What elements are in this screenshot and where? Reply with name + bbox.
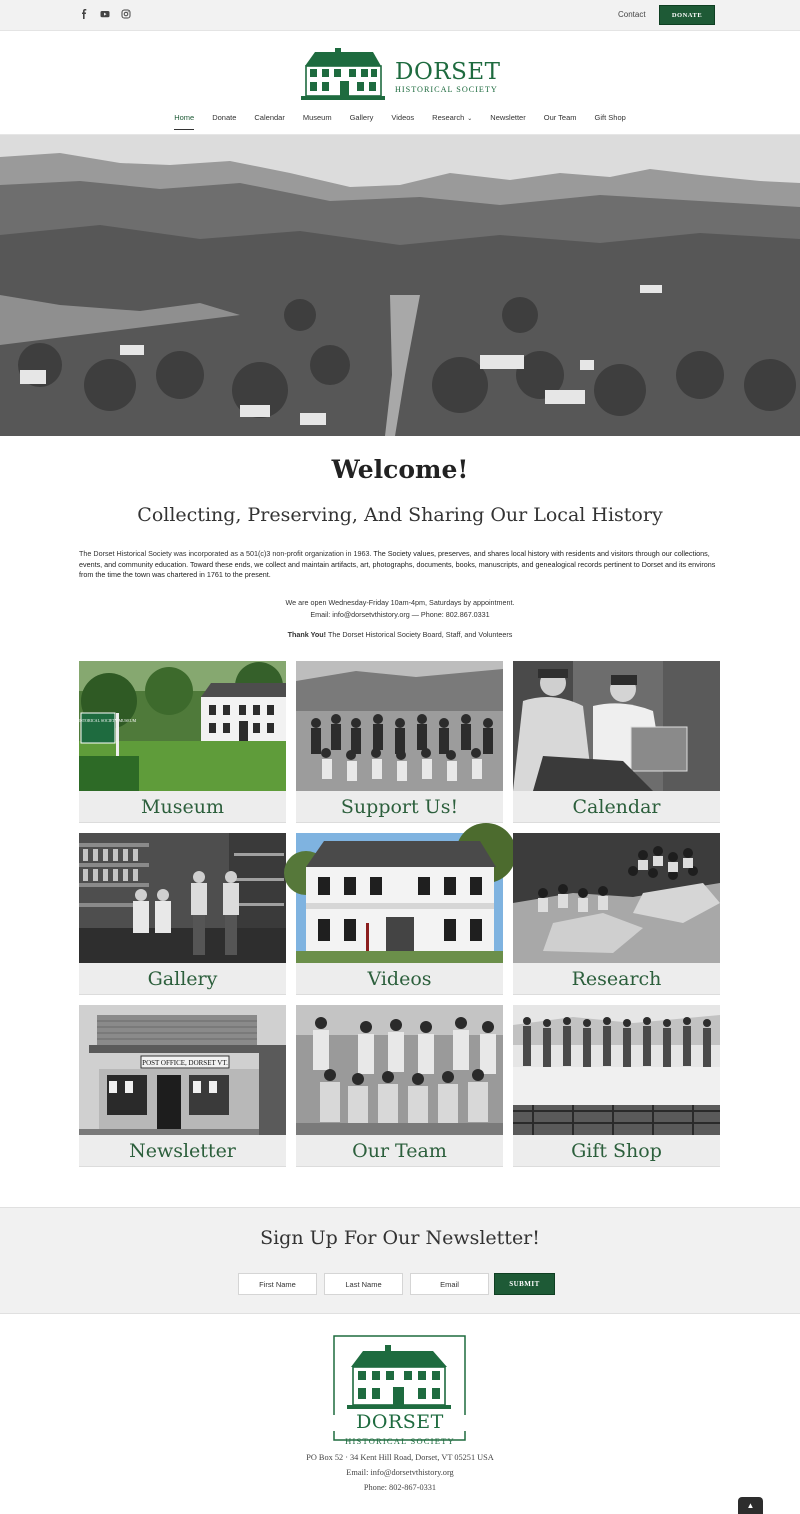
card-newsletter[interactable] (79, 1005, 286, 1167)
footer-email[interactable]: Email: info@dorsetvthistory.org (346, 1468, 454, 1477)
card-research-label: Research (513, 963, 720, 995)
nav-newsletter[interactable]: Newsletter (490, 113, 526, 122)
first-name-input[interactable] (238, 1273, 317, 1295)
site-logo[interactable] (301, 47, 501, 101)
social-links (79, 9, 131, 19)
nav-home[interactable]: Home (165, 111, 203, 126)
nav-gallery[interactable]: Gallery (349, 113, 374, 122)
card-calendar-label: Calendar (513, 791, 720, 823)
house-logo-icon (301, 47, 385, 101)
footer-subtitle: HISTORICAL SOCIETY (345, 1436, 455, 1446)
email-input[interactable] (410, 1273, 489, 1295)
contact-text: Email: info@dorsetvthistory.org — Phone: 802.867.0331 (310, 609, 490, 619)
hours-text: We are open Wednesday-Friday 10am-4pm, Saturdays by appointment. (285, 598, 515, 607)
card-gallery[interactable] (79, 833, 286, 995)
back-to-top-button[interactable] (738, 1497, 763, 1514)
gift-shop-photo (513, 1005, 720, 1135)
youtube-icon[interactable] (100, 9, 110, 19)
hero-landscape (0, 135, 800, 436)
support-photo (296, 661, 503, 791)
hours-block (0, 597, 800, 620)
intro-text-2: The Society values, preserves, and shares local history with residents and visitors through our collections, events, and community education. Toward these ends, we collect and maintain artifacts, art, photographs, documents, books, manuscripts, and genealogical records pertinent to Dorset and its environs from the time the town was chartered in 1761 to the present. (79, 549, 716, 579)
main-nav (0, 111, 800, 126)
nav-gift-shop[interactable]: Gift Shop (594, 113, 626, 122)
nav-museum[interactable]: Museum (302, 113, 332, 122)
card-museum[interactable] (59, 661, 286, 823)
post-office-sign-text: POST OFFICE, DORSET VT. (142, 1059, 228, 1067)
museum-photo (59, 661, 286, 791)
gallery-photo (79, 833, 286, 963)
welcome-tagline: Collecting, Preserving, And Sharing Our Local History (137, 504, 663, 526)
nav-research[interactable] (423, 111, 481, 126)
calendar-photo (513, 661, 720, 791)
thanks-line (0, 630, 800, 639)
footer-phone[interactable]: Phone: 802-867-0331 (363, 1483, 437, 1492)
card-support-us-label: Support Us! (296, 791, 503, 823)
card-our-team[interactable] (296, 1005, 503, 1167)
facebook-icon[interactable] (79, 9, 89, 19)
card-our-team-label: Our Team (296, 1135, 503, 1167)
videos-photo (296, 833, 503, 963)
submit-button[interactable]: SUBMIT (494, 1273, 555, 1295)
site-header (0, 31, 800, 135)
card-museum-label: Museum (79, 791, 286, 823)
nav-research-label: Research (432, 113, 465, 122)
thanks-text: The Dorset Historical Society Board, Staff, and Volunteers (326, 630, 513, 639)
card-gallery-label: Gallery (79, 963, 286, 995)
card-support-us[interactable] (296, 661, 503, 823)
contact-link[interactable]: Contact (618, 10, 646, 19)
chevron-up-icon: ▲ (746, 1501, 755, 1510)
card-gift-shop[interactable] (513, 1005, 720, 1167)
footer-title: DORSET (356, 1411, 444, 1433)
newsletter-photo (79, 1005, 286, 1135)
nav-donate[interactable]: Donate (212, 113, 237, 122)
research-photo (513, 833, 720, 963)
top-bar (0, 0, 800, 31)
intro-paragraph (79, 549, 721, 581)
chevron-down-icon: ⌄ (467, 116, 473, 122)
nav-calendar[interactable]: Calendar (254, 113, 285, 122)
instagram-icon[interactable] (121, 9, 131, 19)
card-gift-shop-label: Gift Shop (513, 1135, 720, 1167)
museum-sign-text: DORSET HISTORICAL SOCIETY MUSEUM (59, 718, 137, 723)
nav-our-team[interactable]: Our Team (543, 113, 577, 122)
donate-button[interactable]: DONATE (659, 5, 715, 25)
nav-videos[interactable]: Videos (391, 113, 415, 122)
our-team-photo (296, 1005, 503, 1135)
welcome-heading: Welcome! (331, 455, 469, 484)
intro-text-1: The Dorset Historical Society was incorporated as a 501(c)3 non-profit organization in 1963. (79, 549, 372, 558)
card-calendar[interactable] (513, 661, 720, 823)
card-research[interactable] (513, 833, 720, 995)
newsletter-heading: Sign Up For Our Newsletter! (260, 1227, 540, 1249)
logo-title: DORSET (395, 59, 501, 85)
card-newsletter-label: Newsletter (79, 1135, 286, 1167)
thanks-bold: Thank You! (287, 630, 327, 639)
last-name-input[interactable] (324, 1273, 403, 1295)
hero-image (0, 135, 800, 436)
newsletter-signup (0, 1207, 800, 1314)
logo-subtitle: HISTORICAL SOCIETY (395, 85, 498, 94)
card-videos-label: Videos (296, 963, 503, 995)
footer-address: PO Box 52 · 34 Kent Hill Road, Dorset, VT 05251 USA (306, 1453, 494, 1462)
card-videos[interactable] (296, 833, 503, 995)
